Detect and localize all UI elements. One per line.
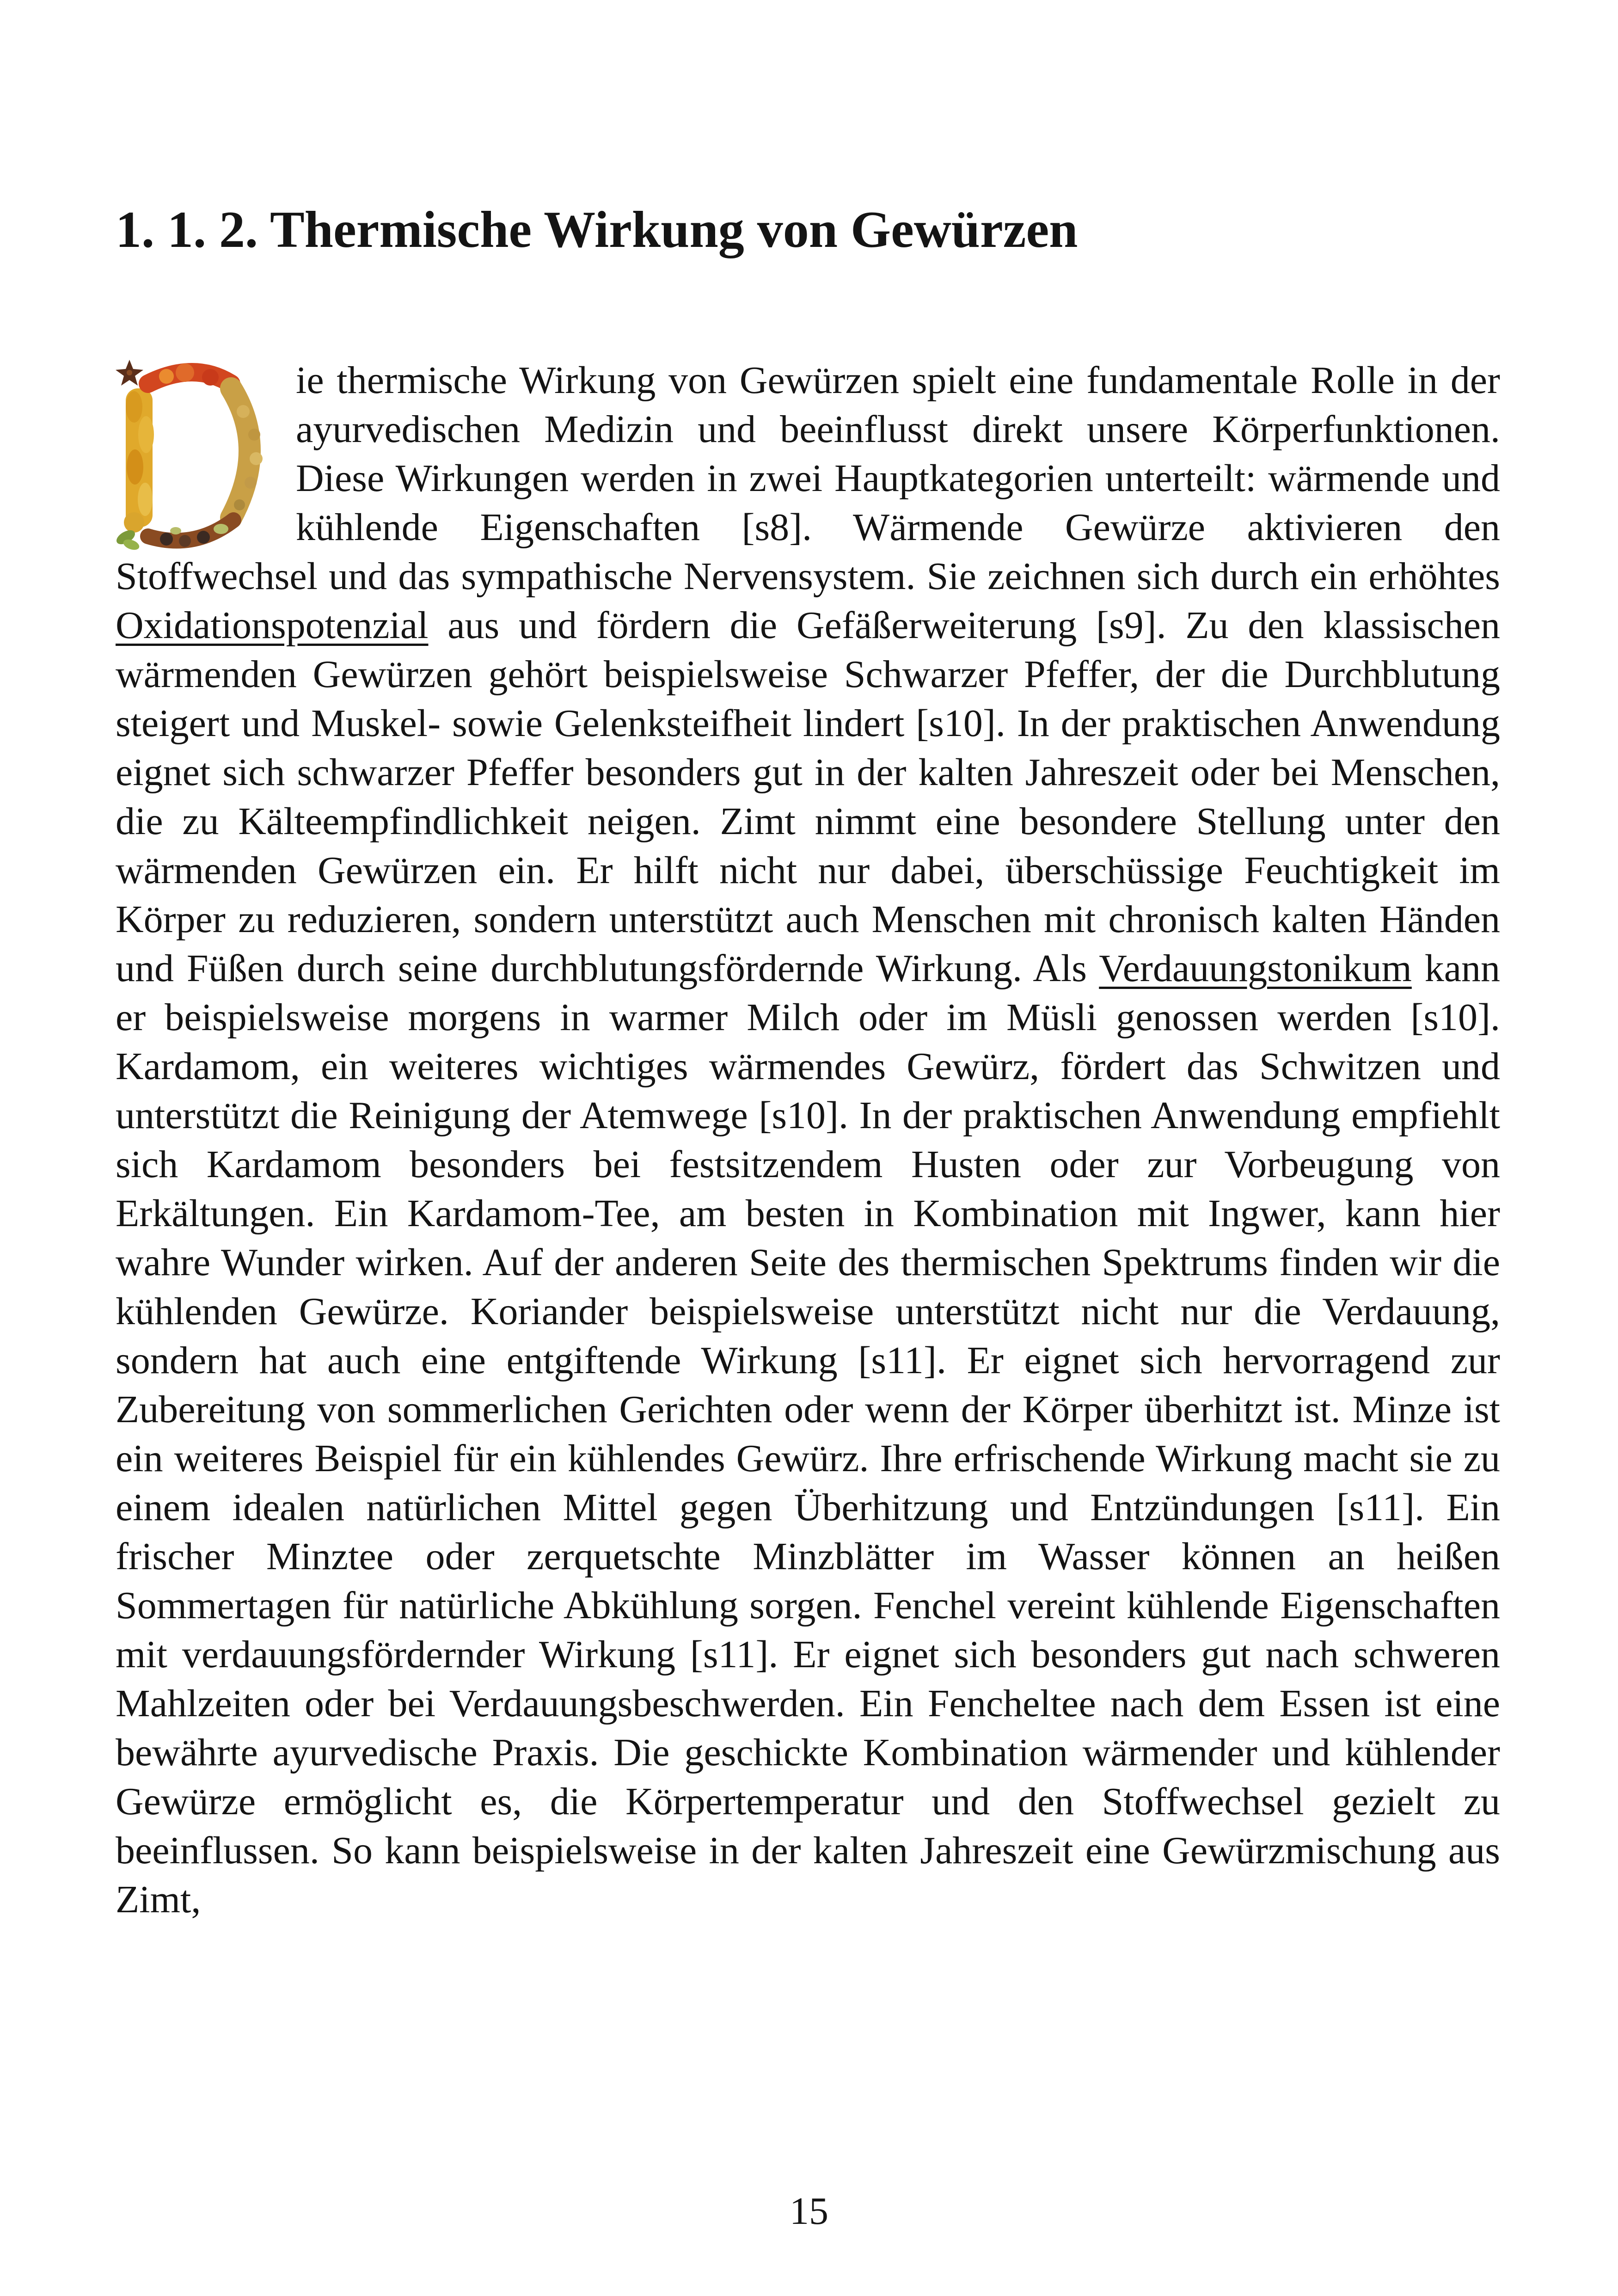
body-text-part-1: ie thermische Wirkung von Gewürzen spielt eine fundamentale Rolle in der ayurvedischen Medizin und beeinflusst direkt unsere Körperfunktionen. Diese Wirkungen werden in zwei Hauptkategorien unterteilt: wärmende und kühlende Eigenschaften [s8]. Wärmende Gewürze aktivieren den Stoffwechsel und das sympathische Nervensystem. Sie zeichnen sich durch ein erhöhtes xyxy=(116,359,1500,598)
body-text-part-2: aus und fördern die Gefäßerweiterung [s9]. Zu den klassischen wärmenden Gewürzen gehört beispielsweise Schwarzer Pfeffer, der die Durchblutung steigert und Muskel- sowie Gelenksteifheit lindert [s10]. In der praktischen Anwendung eignet sich schwarzer Pfeffer besonders gut in der kalten Jahreszeit oder bei Menschen, die zu Kälteempfindlichkeit neigen. Zimt nimmt eine besondere Stellung unter den wärmenden Gewürzen ein. Er hilft nicht nur dabei, überschüssige Feuchtigkeit im Körper zu reduzieren, sondern unterstützt auch Menschen mit chronisch kalten Händen und Füßen durch seine durchblutungsfördernde Wirkung. Als xyxy=(116,604,1500,990)
spice-drop-cap-icon xyxy=(116,356,277,552)
page-number: 15 xyxy=(790,2190,828,2233)
term-verdauungstonikum: Verdauungstonikum xyxy=(1099,947,1412,990)
spice-drop-cap-illustration xyxy=(116,356,277,552)
spice-right-arc xyxy=(231,388,263,518)
pepper-bottom-arc xyxy=(148,520,233,547)
body-text-part-3: kann er beispielsweise morgens in warmer Milch oder im Müsli genossen werden [s10]. Kardamom, ein weiteres wichtiges wärmendes Gewürz, fördert das Schwitzen und unterstützt die Reinigung der Atemwege [s10]. In der praktischen Anwendung empfiehlt sich Kardamom besonders bei festsitzendem Husten oder zur Vorbeugung von Erkältungen. Ein Kardamom-Tee, am besten in Kombination mit Ingwer, kann hier wahre Wunder wirken. Auf der anderen Seite des thermischen Spektrums finden wir die kühlenden Gewürze. Koriander beispielsweise unterstützt nicht nur die Verdauung, sondern hat auch eine entgiftende Wirkung [s11]. Er eignet sich hervorragend zur Zubereitung von sommerlichen Gerichten oder wenn der Körper überhitzt ist. Minze ist ein weiteres Beispiel für ein kühlendes Gewürz. Ihre erfrischende Wirkung macht sie zu einem idealen natürlichen Mittel gegen Überhitzung und Entzündungen [s11]. Ein frischer Minztee oder zerquetschte Minzblätter im Wasser können an heißen Sommertagen für natürliche Abkühlung sorgen. Fenchel vereint kühlende Eigenschaften mit verdauungsfördernder Wirkung [s11]. Er eignet sich besonders gut nach schweren Mahlzeiten oder bei Verdauungsbeschwerden. Ein Fencheltee nach dem Essen ist eine bewährte ayurvedische Praxis. Die geschickte Kombination wärmender und kühlender Gewürze ermöglicht es, die Körpertemperatur und den Stoffwechsel gezielt zu beeinflussen. So kann beispielsweise in der kalten Jahreszeit eine Gewürzmischung aus Zimt, xyxy=(116,947,1500,1921)
chili-top-arc xyxy=(148,363,231,386)
turmeric-stem xyxy=(124,388,154,533)
section-heading: 1. 1. 2. Thermische Wirkung von Gewürzen xyxy=(116,201,1078,258)
body-paragraph xyxy=(116,356,1500,1924)
term-oxidationspotenzial: Oxidationspotenzial xyxy=(116,604,429,647)
